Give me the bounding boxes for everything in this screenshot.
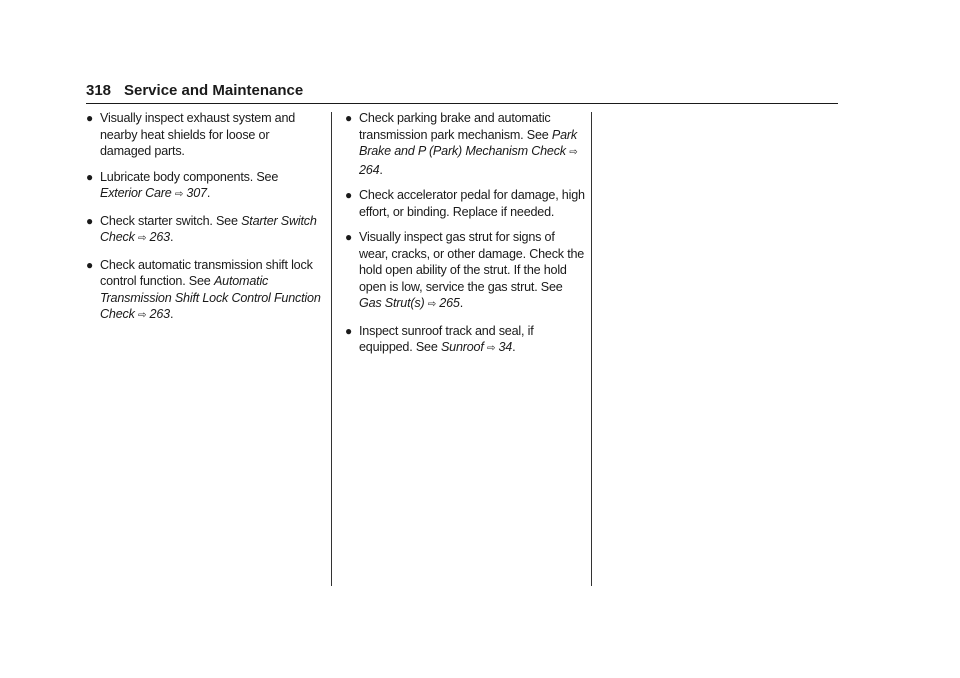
reference-page[interactable]: 34: [498, 340, 513, 354]
list-item: [86, 110, 322, 160]
page-number: 318: [86, 82, 112, 99]
item-text: Visually inspect exhaust system and nearby heat shields for loose or damaged parts.: [100, 111, 296, 158]
item-text: Inspect sunroof track and seal, if equipped. See: [359, 323, 534, 354]
cross-reference-link[interactable]: Park Brake and P (Park) Mechanism Check: [359, 127, 577, 158]
bullet-icon: ●: [345, 230, 353, 244]
reference-page[interactable]: 307: [186, 186, 207, 200]
list-item: ● Check automatic transmission shift lock control function. See Automatic Transmission Shift Lock Control Function Check ⇨ 263.: [86, 257, 321, 321]
cross-reference-link[interactable]: Automatic Transmission Shift Lock Control Function Check: [100, 274, 321, 321]
item-text: Visually inspect gas strut for signs of wear, cracks, or other damage. Check the hold open ability of the strut. If the hold open is low, service the gas strut. See: [359, 230, 585, 294]
page-reference-arrow-icon: ⇨: [486, 343, 496, 354]
section-title: Service and Maintenance: [124, 82, 304, 99]
list-item: [345, 187, 585, 220]
page-reference-arrow-icon: ⇨: [174, 189, 184, 200]
page-reference-arrow-icon: ⇨: [138, 310, 147, 321]
reference-page[interactable]: 264: [359, 162, 380, 177]
bullet-icon: ●: [86, 169, 94, 184]
cross-reference-link[interactable]: Sunroof: [440, 340, 484, 354]
right-column: [345, 110, 585, 367]
bullet-icon: ●: [345, 323, 353, 338]
reference-page[interactable]: 265: [439, 296, 460, 310]
item-text: Check accelerator pedal for damage, high effort, or binding. Replace if needed.: [359, 188, 585, 219]
reference-page[interactable]: 263: [149, 230, 170, 244]
item-text: Check parking brake and automatic transmission park mechanism. See: [359, 111, 551, 142]
column-divider-right: [591, 112, 592, 586]
list-item: ● Lubricate body components. See Exterior Care ⇨ 307.: [86, 169, 279, 200]
cross-reference-link[interactable]: Gas Strut(s): [359, 296, 425, 310]
reference-page[interactable]: 263: [149, 307, 170, 321]
list-item: ● Check starter switch. See Starter Switch Check ⇨ 263.: [86, 213, 317, 244]
cross-reference-link[interactable]: Starter Switch Check: [100, 213, 317, 244]
column-divider-left: [331, 112, 332, 586]
cross-reference-link[interactable]: Exterior Care: [100, 186, 172, 200]
item-text: Check automatic transmission shift lock control function. See: [100, 257, 313, 288]
header-rule: [86, 103, 838, 104]
item-text: Check starter switch. See: [100, 213, 238, 228]
page-reference-arrow-icon: ⇨: [138, 233, 147, 244]
list-item: ● Inspect sunroof track and seal, if equipped. See Sunroof ⇨ 34.: [345, 323, 534, 354]
list-item: ● Check parking brake and automatic transmission park mechanism. See Park Brake and P (Park) Mechanism Check ⇨ 264.: [345, 111, 578, 177]
bullet-icon: ●: [86, 213, 94, 228]
bullet-icon: ●: [345, 188, 353, 202]
bullet-icon: ●: [86, 257, 94, 272]
bullet-icon: ●: [345, 111, 353, 125]
page-reference-arrow-icon: ⇨: [427, 299, 436, 310]
list-item: ● Visually inspect gas strut for signs of wear, cracks, or other damage. Check the hold open ability of the strut. If the hold open is low, service the gas strut. See Gas Strut(s) ⇨ 265.: [345, 230, 585, 310]
page-reference-arrow-icon: ⇨: [569, 147, 578, 158]
left-column: [86, 110, 322, 334]
bullet-icon: ●: [86, 111, 94, 125]
page-header: [86, 82, 838, 104]
item-text: Lubricate body components. See: [100, 169, 279, 184]
